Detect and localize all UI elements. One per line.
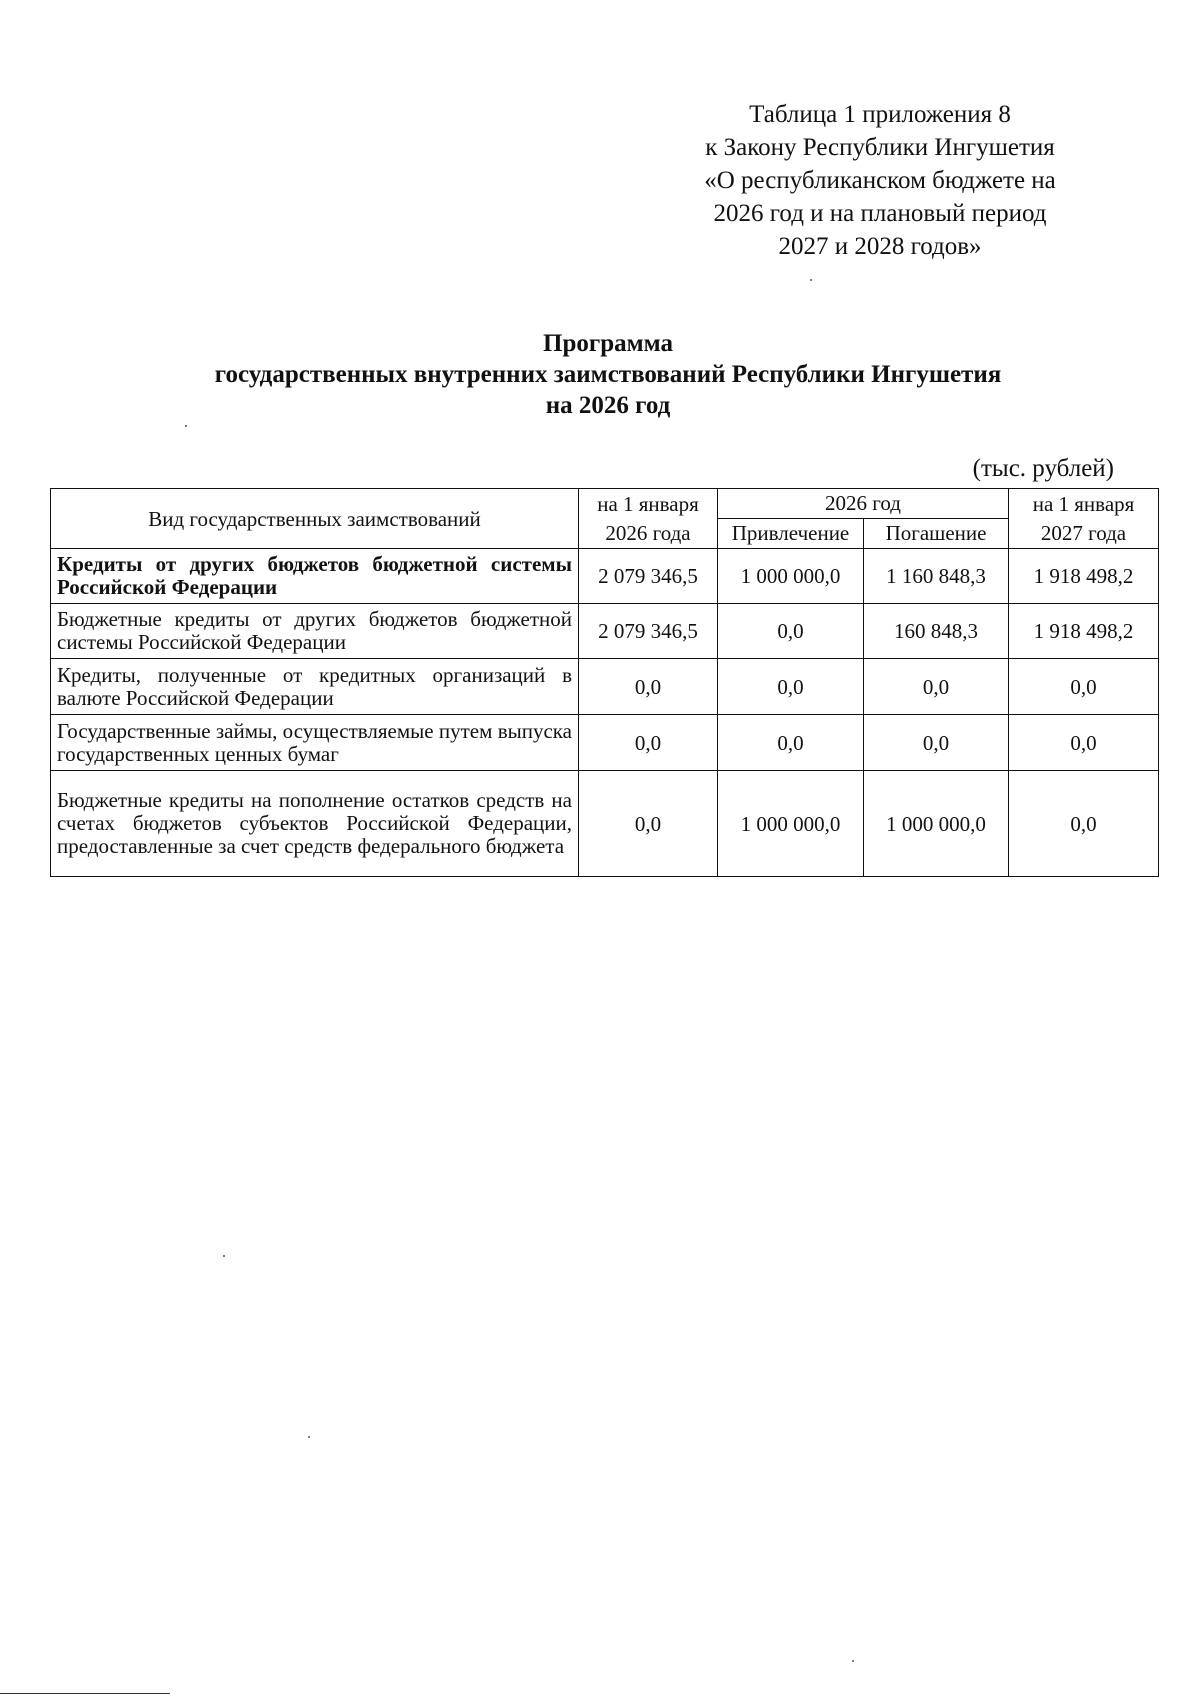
- balance-start: 0,0: [579, 715, 718, 771]
- column-header-repayment: Погашение: [864, 519, 1009, 549]
- repayment-value: 0,0: [864, 715, 1009, 771]
- column-header-start: [579, 489, 718, 549]
- column-header-end-line: на 1 января: [1032, 491, 1135, 516]
- appendix-line: Таблица 1 приложения 8: [749, 101, 1011, 128]
- balance-start: 2 079 346,5: [579, 549, 718, 604]
- column-header-end: [1009, 489, 1159, 549]
- scan-speck: [223, 1255, 225, 1257]
- appendix-reference: [640, 98, 1120, 263]
- repayment-value: 160 848,3: [864, 604, 1009, 659]
- attraction-value: 0,0: [718, 604, 864, 659]
- scan-speck: [852, 1660, 854, 1662]
- balance-end: 0,0: [1009, 659, 1159, 715]
- borrowing-type: Кредиты, полученные от кредитных организаций в валюте Российской Федерации: [51, 659, 579, 715]
- attraction-value: 1 000 000,0: [718, 549, 864, 604]
- title-line: на 2026 год: [545, 392, 671, 419]
- balance-end: 1 918 498,2: [1009, 549, 1159, 604]
- repayment-value: 1 160 848,3: [864, 549, 1009, 604]
- borrowing-type: Кредиты от других бюджетов бюджетной системы Российской Федерации: [51, 549, 579, 604]
- attraction-value: 1 000 000,0: [718, 771, 864, 877]
- column-header-year: 2026 год: [718, 489, 1009, 519]
- table-header-row: [51, 489, 1159, 519]
- borrowing-type: Государственные займы, осуществляемые путем выпуска государственных ценных бумаг: [51, 715, 579, 771]
- table-row: [51, 659, 1159, 715]
- borrowing-type: Бюджетные кредиты от других бюджетов бюджетной системы Российской Федерации: [51, 604, 579, 659]
- column-header-attraction: Привлечение: [718, 519, 864, 549]
- table-row: [51, 604, 1159, 659]
- appendix-line: к Закону Республики Ингушетия: [705, 134, 1055, 161]
- units-label: (тыс. рублей): [972, 455, 1114, 482]
- repayment-value: 1 000 000,0: [864, 771, 1009, 877]
- table-row: [51, 715, 1159, 771]
- column-header-start-line: 2026 года: [605, 520, 691, 545]
- scan-edge-line: [0, 1693, 170, 1694]
- title-line: Программа: [543, 330, 673, 357]
- title-line: государственных внутренних заимствований Республики Ингушетия: [214, 361, 1002, 388]
- column-header-start-line: на 1 января: [597, 491, 699, 516]
- table-row: [51, 771, 1159, 877]
- balance-start: 0,0: [579, 659, 718, 715]
- attraction-value: 0,0: [718, 715, 864, 771]
- borrowing-type: Бюджетные кредиты на пополнение остатков средств на счетах бюджетов субъектов Российской Федерации, предоставленные за счет средств федерального бюджета: [51, 771, 579, 877]
- column-header-end-line: 2027 года: [1040, 520, 1127, 545]
- appendix-line: «О республиканском бюджете на: [704, 167, 1056, 194]
- balance-start: 0,0: [579, 771, 718, 877]
- scan-speck: [308, 1436, 310, 1438]
- document-title: [0, 328, 1200, 421]
- table-row: [51, 549, 1159, 604]
- appendix-line: 2026 год и на плановый период: [713, 200, 1047, 227]
- column-header-type: Вид государственных заимствований: [51, 489, 579, 549]
- balance-end: 0,0: [1009, 715, 1159, 771]
- balance-end: 0,0: [1009, 771, 1159, 877]
- balance-start: 2 079 346,5: [579, 604, 718, 659]
- appendix-line: 2027 и 2028 годов»: [778, 233, 982, 260]
- repayment-value: 0,0: [864, 659, 1009, 715]
- scan-speck: [185, 425, 187, 427]
- balance-end: 1 918 498,2: [1009, 604, 1159, 659]
- attraction-value: 0,0: [718, 659, 864, 715]
- borrowings-table: [50, 488, 1159, 877]
- scan-speck: [810, 279, 812, 281]
